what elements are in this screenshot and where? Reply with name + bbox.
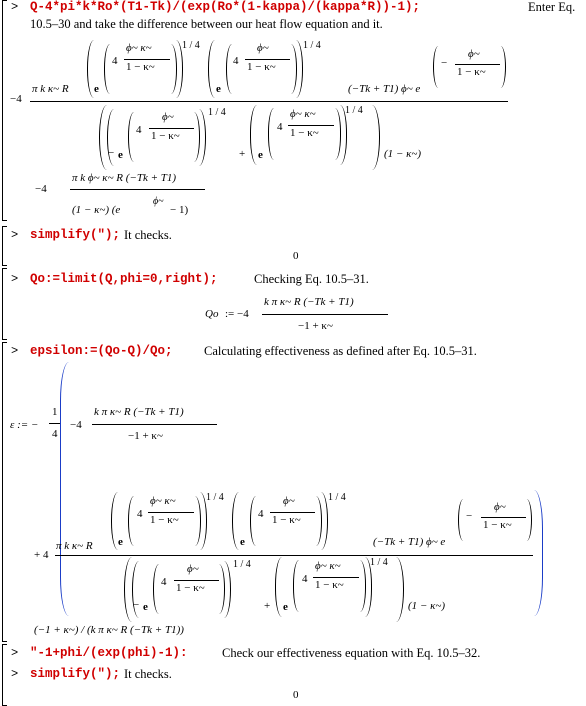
math-e: e (240, 536, 245, 548)
math-text: 1 − κ~ (290, 127, 319, 139)
fraction-bar (174, 580, 219, 581)
prompt-symbol: > (11, 272, 19, 286)
math-exponent: 1 / 4 (303, 40, 321, 51)
math-paren (153, 564, 159, 614)
math-paren (296, 40, 303, 98)
math-text: (−1 + κ~) / (k π κ~ R (−Tk + T1)) (34, 624, 184, 636)
math-paren (250, 496, 256, 546)
math-text: + (239, 148, 246, 160)
math-paren (224, 561, 231, 618)
math-text: ϕ~ κ~ (126, 42, 152, 54)
math-paren (87, 40, 94, 98)
fraction-bar (455, 64, 500, 65)
math-big-paren (534, 490, 543, 616)
math-text: 1 − κ~ (457, 66, 486, 78)
comment-text: It checks. (124, 228, 172, 242)
math-text: ϕ~ (283, 495, 295, 507)
math-exponent: 1 / 4 (182, 40, 200, 51)
math-e: e (258, 149, 263, 161)
math-paren (232, 492, 239, 550)
math-text: 1 − κ~ (315, 579, 344, 591)
math-text: 4 (137, 508, 143, 520)
math-text: ϕ~ κ~ (150, 495, 176, 507)
fraction-bar (262, 314, 388, 315)
math-exponent: 1 / 4 (345, 105, 363, 116)
math-text: − (441, 57, 448, 69)
math-text: k π κ~ R (−Tk + T1) (264, 296, 354, 308)
command-input[interactable]: Q-4*pi*k*Ro*(T1-Tk)/(exp(Ro*(1-kappa)/(kappa*R))-1); (30, 0, 421, 14)
math-text: (1 − κ~) (384, 148, 421, 160)
math-text: ϕ~ κ~ (315, 560, 341, 572)
math-e: e (94, 83, 99, 95)
fraction-bar (92, 424, 217, 425)
math-exponent: ϕ~ (153, 196, 164, 207)
math-paren (128, 496, 134, 546)
math-lhs: ε := − (10, 419, 39, 431)
command-input[interactable]: Qo:=limit(Q,phi=0,right); (30, 272, 218, 286)
math-paren (293, 560, 299, 612)
group-bracket-5 (2, 644, 7, 706)
comment-text: It checks. (124, 667, 172, 681)
group-bracket-1 (2, 0, 7, 221)
math-text: ϕ~ (162, 111, 174, 123)
math-text: 4 (112, 55, 118, 67)
prompt-symbol: > (11, 344, 19, 358)
math-text: 4 (302, 573, 308, 585)
group-bracket-2 (2, 226, 7, 266)
math-text: − 1) (170, 204, 189, 216)
fraction-bar (245, 59, 290, 60)
math-text: 1 − κ~ (176, 582, 205, 594)
math-paren (226, 44, 232, 94)
math-big-paren (60, 362, 69, 616)
math-paren (500, 46, 506, 88)
math-paren (275, 557, 282, 617)
fraction-bar (481, 517, 526, 518)
math-e: e (118, 536, 123, 548)
math-text: (1 − κ~) (e (72, 204, 121, 216)
math-text: ϕ~ (468, 48, 480, 60)
math-paren (124, 557, 132, 622)
math-e: e (118, 149, 123, 161)
math-text: 1 − κ~ (151, 130, 180, 142)
math-coefficient: −4 (70, 419, 82, 431)
math-exponent: 1 / 4 (233, 559, 251, 570)
prompt-symbol: > (11, 667, 19, 681)
math-coefficient: −4 (35, 183, 47, 195)
math-e: e (143, 601, 148, 613)
group-bracket-4 (2, 342, 7, 642)
fraction-bar (148, 512, 194, 513)
fraction-bar (70, 189, 205, 190)
math-text: (−Tk + T1) ϕ~ e (348, 83, 421, 95)
math-text: 4 (277, 121, 283, 133)
math-paren (526, 499, 532, 541)
prompt-symbol: > (11, 228, 19, 242)
command-input[interactable]: "-1+phi/(exp(phi)-1): (30, 646, 188, 660)
math-text: 4 (52, 428, 58, 440)
comment-text: Check our effectiveness equation with Eq. 10.5–32. (222, 646, 481, 660)
math-paren (99, 105, 107, 170)
math-coefficient: −4 (10, 93, 22, 105)
math-paren (199, 109, 206, 166)
math-paren (208, 40, 215, 98)
math-text: ϕ~ (494, 501, 506, 513)
fraction-bar (313, 577, 359, 578)
math-text: 4 (161, 576, 167, 588)
result-value: 0 (293, 250, 299, 262)
math-e: e (283, 601, 288, 613)
math-text: + (264, 600, 271, 612)
fraction-bar (124, 59, 170, 60)
math-e: e (216, 83, 221, 95)
math-paren (268, 108, 274, 160)
comment-text: Calculating effectiveness as defined after Eq. 10.5–31. (204, 344, 477, 358)
math-text: 1 − κ~ (483, 519, 512, 531)
math-text: ϕ~ κ~ (290, 108, 316, 120)
math-text: 4 (258, 508, 264, 520)
math-text: π k ϕ~ κ~ R (−Tk + T1) (72, 172, 177, 184)
comment-text: 10.5–30 and take the difference between our heat flow equation and it. (30, 17, 383, 31)
math-text: 1 (52, 406, 58, 418)
prompt-symbol: > (11, 0, 19, 14)
math-paren (396, 557, 404, 622)
math-text: 1 − κ~ (247, 61, 276, 73)
math-text: 4 (233, 55, 239, 67)
math-exponent: 1 / 4 (370, 557, 388, 568)
math-text: ϕ~ (187, 563, 199, 575)
prompt-symbol: > (11, 646, 19, 660)
comment-text: Checking Eq. 10.5–31. (254, 272, 369, 286)
result-value: 0 (293, 689, 299, 701)
command-input[interactable]: simplify("); (30, 228, 121, 242)
math-text: (1 − κ~) (408, 600, 445, 612)
math-coefficient: + 4 (34, 549, 49, 561)
fraction-bar (30, 101, 508, 102)
math-paren (111, 492, 118, 550)
fraction-bar (149, 128, 194, 129)
fraction-bar (49, 423, 60, 424)
math-text: := −4 (225, 308, 249, 320)
math-exponent: 1 / 4 (328, 492, 346, 503)
math-paren (321, 492, 328, 550)
math-text: − (108, 147, 115, 159)
math-text: k π κ~ R (−Tk + T1) (94, 406, 184, 418)
math-text: ϕ~ (257, 42, 269, 54)
math-exponent: 1 / 4 (208, 107, 226, 118)
math-text: 4 (136, 124, 142, 136)
fraction-bar (288, 125, 334, 126)
math-exponent: 1 / 4 (206, 492, 224, 503)
math-paren (104, 44, 110, 94)
fraction-bar (55, 555, 533, 556)
group-bracket-3 (2, 268, 7, 340)
math-text: 1 − κ~ (272, 514, 301, 526)
comment-text: Enter Eq. (528, 0, 576, 14)
math-text: −1 + κ~ (298, 320, 333, 332)
math-lhs: Qo (205, 308, 219, 320)
math-paren (372, 105, 380, 170)
command-input[interactable]: simplify("); (30, 667, 121, 681)
math-paren (433, 46, 439, 88)
math-text: 1 − κ~ (150, 514, 179, 526)
math-text: 1 − κ~ (126, 61, 155, 73)
math-paren (128, 112, 134, 162)
math-text: − (133, 599, 140, 611)
math-text: − (466, 510, 473, 522)
math-text: π k κ~ R (56, 540, 93, 552)
fraction-bar (270, 512, 315, 513)
math-text: (−Tk + T1) ϕ~ e (373, 536, 446, 548)
math-text: π k κ~ R (32, 83, 69, 95)
math-paren (250, 105, 257, 165)
math-paren (458, 499, 464, 541)
math-text: −1 + κ~ (128, 430, 163, 442)
command-input[interactable]: epsilon:=(Qo-Q)/Qo; (30, 344, 173, 358)
